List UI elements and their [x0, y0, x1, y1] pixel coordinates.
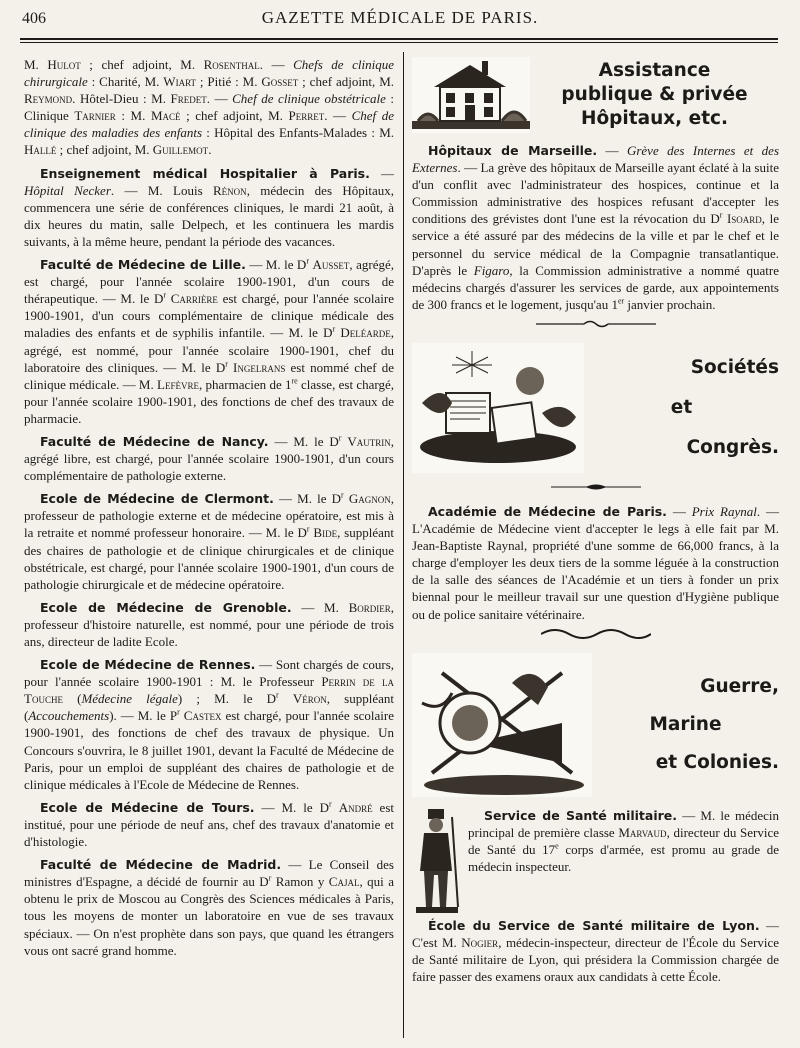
article-heading: Ecole de Médecine de Tours.	[40, 799, 255, 815]
article-academie: Académie de Médecine de Paris. — Prix Raynal. — L'Académie de Médecine vient d'accepter le legs à elle fait par M. Jean-Baptiste Raynal, propriété d'une somme de 66,000 francs, à la charge d'employer les deux tiers de la somme léguée à la construction de la salle des séances de l'Académie et un tiers à fonder un prix biennal pour le meilleur travail sur une question d'Hygiène publique ou de police sanitaire vétérinaire.	[412, 503, 779, 622]
article-heading: Ecole de Médecine de Clermont.	[40, 491, 274, 507]
article-heading: Faculté de Médecine de Nancy.	[40, 433, 269, 449]
society-vignette-icon	[412, 343, 584, 473]
ornament-divider-icon	[541, 629, 651, 639]
article-heading: École du Service de Santé militaire de Lyon.	[428, 917, 760, 933]
article-heading: Faculté de Médecine de Lille.	[40, 257, 246, 273]
ornament-divider-icon	[536, 319, 656, 329]
page-number: 406	[22, 10, 46, 27]
article-heading: Hôpitaux de Marseille.	[428, 143, 598, 158]
article-heading: Enseignement médical Hospitalier à Paris.	[40, 165, 370, 181]
left-column	[24, 56, 394, 965]
section-title: Assistance publique & privée Hôpitaux, etc.	[561, 60, 748, 129]
article-rennes: Ecole de Médecine de Rennes. — Sont chargés de cours, pour l'année scolaire 1900-1901 : M. le Professeur Perrin de la Touche (Médecine légale) ; M. le $D^r$ Véron, suppléant (Accouchements). — M. le $P^r$ Castex est chargé, pour l'année scolaire 1900-1901, des fonctions de chef des travaux de physique. Un Concours s'ouvrira, le 8 juillet 1901, devant la Faculté de Médecine de Paris, pour un emploi de suppléant des chaires de pathologie et de clinique médicales à l'Ecole de Médecine de Rennes.	[24, 657, 394, 792]
section-title: Sociétés et Congrès.	[670, 356, 779, 458]
article-marseille: Hôpitaux de Marseille. — Grève des Internes et des Externes. — La grève des hôpitaux de Marseille ayant éclaté à la suite d'un conflit avec l'administrateur des hospices, continue et la Commission administrative des hospices refusant d'accepter les conditions des grévistes dont l'une est la révocation du $D^r$ Isoard, le service a été assuré par des médecins de la ville et par le chef et le personnel du service médical de la Compagnie transatlantique. D'après le Figaro, la Commission administrative a nommé quatre médecins chargés d'assurer les services de garde, aux appointements de 300 francs et le logement, jusqu'au 1er janvier prochain.	[412, 143, 779, 312]
article-grenoble: Ecole de Médecine de Grenoble. — M. Bordier, professeur d'histoire naturelle, est nommé, pour une période de trois ans, directeur de ladite Ecole.	[24, 599, 394, 649]
section-assistance-header	[412, 56, 779, 134]
article-nancy: Faculté de Médecine de Nancy. — M. le $D^r$ Vautrin, agrégé libre, est chargé, pour l'année scolaire 1900-1901, d'un cours complémentaire de pathologie externe.	[24, 433, 394, 484]
article-ecole-lyon: École du Service de Santé militaire de Lyon. — C'est M. Nogier, médecin-inspecteur, directeur de l'École du Service de Santé militaire de Lyon, qui présidera la Commission chargée de faire passer des examens oraux aux candidats à cette École.	[412, 917, 780, 984]
section-guerre-header	[412, 651, 779, 799]
article-madrid: Faculté de Médecine de Madrid. — Le Conseil des ministres d'Espagne, a décidé de fournir au $D^r$ Ramon y Cajal, qui a obtenu le prix de Moscou au Congrès des Sciences médicales à Paris, tous les moyens de monter un laboratoire en vue de ses travaux spéciaux. — On n'est prophète dans son pays, que quand les étrangers vous ont sacré grand homme.	[24, 857, 394, 958]
article-tours: Ecole de Médecine de Tours. — M. le $D^r$ André est institué, pour une période de neuf ans, chef des travaux d'anatomie et d'histologie.	[24, 799, 394, 850]
house-vignette-icon	[412, 57, 530, 133]
article-enseignement-paris: Enseignement médical Hospitalier à Paris. — Hôpital Necker. — M. Louis Rénon, médecin des Hôpitaux, commencera une série de conférences cliniques, le mardi 21 août, à dix heures du matin, salle Delpech, et les continuera les mardis suivants, à la même heure, pendant la période des vacances.	[24, 165, 395, 249]
article-heading: Ecole de Médecine de Rennes.	[40, 657, 256, 673]
article-lille: Faculté de Médecine de Lille. — M. le $D^r$ Ausset, agrégé, est chargé, pour l'année scolaire 1900-1901, d'un cours de thérapeutique. — M. le $D^r$ Carrière est chargé, pour l'année scolaire 1900-1901, d'un cours complémentaire de clinique médicale des maladies des enfants et de syphilis infantile. — M. le $D^r$ Deléarde, agrégé, est nommé, pour l'année scolaire 1900-1901, chef du laboratoire des cliniques. — M. le $D^r$ Ingelrans est nommé chef de clinique médicale. — M. Lefèvre, pharmacien de 1re classe, est chargé, pour l'année scolaire 1900-1901, des fonctions de chef des travaux de pharmacie.	[24, 256, 395, 426]
section-societes-header	[412, 341, 779, 475]
section-title: Guerre, Marine et Colonies.	[649, 675, 779, 773]
article-heading: Service de Santé militaire.	[484, 807, 678, 823]
ornament-divider-icon	[551, 483, 641, 491]
article-clermont: Ecole de Médecine de Clermont. — M. le $D^r$ Gagnon, professeur de pathologie externe et de médecine opératoire, est mis à la retraite et nommé professeur honoraire. — M. le $D^r$ Bide, suppléant des chaires de pathologie et de clinique chirurgicales et de clinique obstétricale, est chargé, pour l'année scolaire 1900-1901, d'un cours de pathologie chirurgicale et de médecine opératoire.	[24, 490, 395, 592]
trophy-vignette-icon	[412, 653, 592, 797]
article-service-sante: Service de Santé militaire. — M. le médecin principal de première classe Marvaud, directeur du Service de Santé du 17e corps d'armée, est promu au grade de médecin inspecteur.	[468, 807, 780, 874]
article-heading: Ecole de Médecine de Grenoble.	[40, 599, 292, 615]
running-head	[22, 8, 778, 34]
right-column	[412, 56, 779, 991]
header-rule	[20, 38, 778, 43]
article-heading: Faculté de Médecine de Madrid.	[40, 857, 282, 873]
soldier-figure-icon	[412, 807, 462, 917]
clinic-chiefs-paragraph: M. Hulot ; chef adjoint, M. Rosenthal. — Chefs de clinique chirurgicale : Charité, M. Wiart ; Pitié : M. Gosset ; chef adjoint, M. Reymond. Hôtel-Dieu : M. Fredet. — Chef de clinique obstétricale : Clinique Tarnier : M. Macé ; chef adjoint, M. Perret. — Chef de clinique des maladies des enfants : Hôpital des Enfants-Malades : M. Hallé ; chef adjoint, M. Guillemot.	[24, 57, 395, 158]
column-divider	[403, 52, 404, 1038]
article-heading: Académie de Médecine de Paris.	[428, 503, 667, 519]
military-section	[412, 807, 779, 917]
journal-title: GAZETTE MÉDICALE DE PARIS.	[261, 8, 539, 27]
